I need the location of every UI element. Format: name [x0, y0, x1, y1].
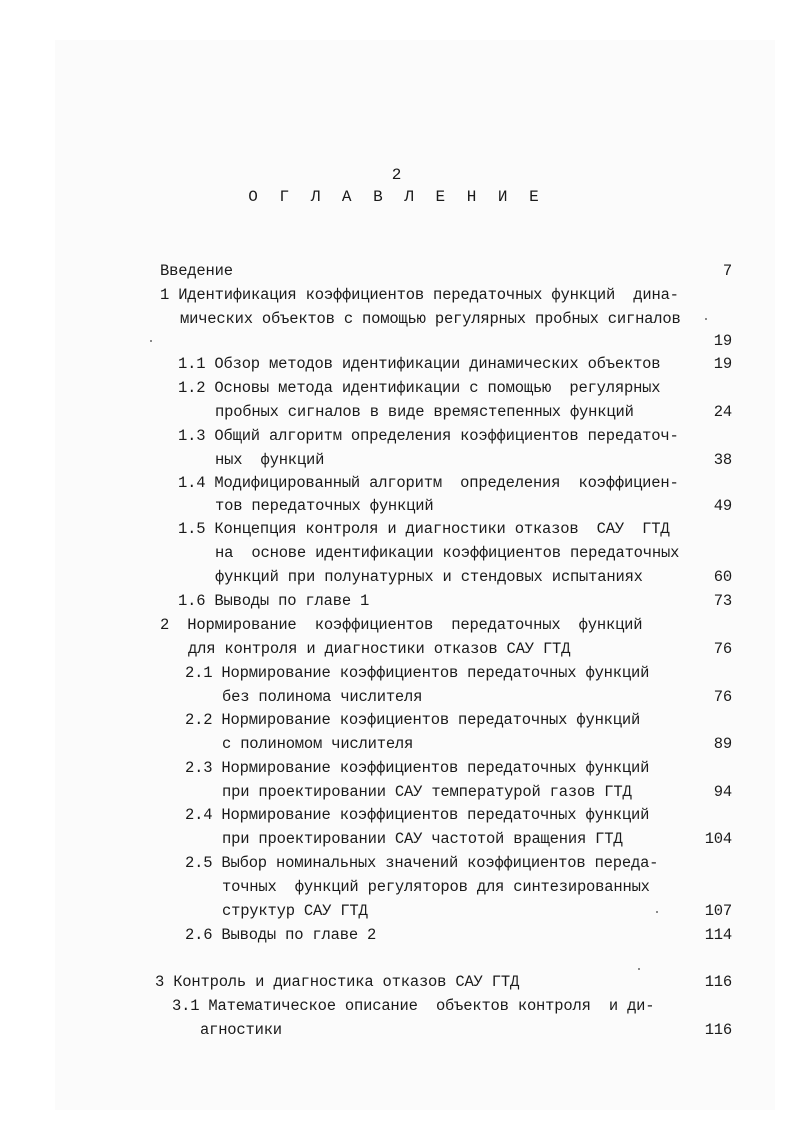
- toc-page-1-1: 19: [713, 355, 732, 373]
- scan-speck: [638, 968, 640, 970]
- toc-entry-1-5-cont-2: функций при полунатурных и стендовых испытаниях: [215, 568, 643, 586]
- toc-page-1-3: 38: [713, 451, 732, 469]
- toc-entry-2-6: 2.6 Выводы по главе 2: [185, 926, 377, 944]
- toc-entry-1-5: 1.5 Концепция контроля и диагностики отказов САУ ГТД: [178, 520, 670, 538]
- toc-entry-chapter-2-cont: для контроля и диагностики отказов САУ ГТД: [188, 640, 571, 658]
- toc-entry-1-6: 1.6 Выводы по главе 1: [178, 592, 370, 610]
- toc-entry-1-3-cont: ных функций: [215, 451, 325, 469]
- toc-page-1-4: 49: [713, 497, 732, 515]
- toc-entry-2-5-cont-2: структур САУ ГТД: [222, 902, 368, 920]
- toc-entry-1-4: 1.4 Модифицированный алгоритм определения коэффициен-: [178, 474, 679, 492]
- toc-page-2-5: 107: [704, 902, 732, 920]
- toc-page-chapter-1: 19: [713, 332, 732, 350]
- toc-page-2-6: 114: [704, 926, 732, 944]
- toc-entry-1-5-cont: на основе идентификации коэффициентов передаточных: [215, 544, 680, 562]
- toc-page-2-1: 76: [713, 688, 732, 706]
- scan-speck: [656, 911, 658, 913]
- toc-entry-chapter-1: 1 Идентификация коэффициентов передаточных функций дина-: [160, 286, 679, 304]
- toc-entry-2-3-cont: при проектировании САУ температурой газов ГТД: [222, 783, 632, 801]
- scan-speck: [705, 318, 707, 320]
- toc-entry-1-2: 1.2 Основы метода идентификации с помощью регулярных: [178, 379, 661, 397]
- toc-entry-chapter-1-cont: мических объектов с помощью регулярных пробных сигналов: [180, 310, 681, 328]
- toc-entry-1-3: 1.3 Общий алгоритм определения коэффициентов передаточ-: [178, 427, 679, 445]
- toc-entry-chapter-3: 3 Контроль и диагностика отказов САУ ГТД: [155, 973, 520, 991]
- toc-page-1-2: 24: [713, 403, 732, 421]
- toc-page-2-3: 94: [713, 783, 732, 801]
- page-title: О Г Л А В Л Е Н И Е: [248, 188, 545, 206]
- toc-page-chapter-2: 76: [713, 640, 732, 658]
- toc-entry-2-5-cont: точных функций регуляторов для синтезированных: [222, 878, 650, 896]
- toc-entry-2-5: 2.5 Выбор номинальных значений коэффициентов переда-: [185, 854, 659, 872]
- toc-entry-3-1-cont: агностики: [200, 1021, 282, 1039]
- toc-page-2-2: 89: [713, 735, 732, 753]
- toc-entry-2-3: 2.3 Нормирование коэффициентов передаточных функций: [185, 759, 650, 777]
- toc-entry-1-1: 1.1 Обзор методов идентификации динамических объектов: [178, 355, 661, 373]
- toc-entry-1-2-cont: пробных сигналов в виде времястепенных функций: [215, 403, 634, 421]
- toc-entry-1-4-cont: тов передаточных функций: [215, 497, 434, 515]
- toc-entry-chapter-2: 2 Нормирование коэффициентов передаточных функций: [160, 616, 643, 634]
- toc-page-2-4: 104: [704, 830, 732, 848]
- toc-entry-2-4: 2.4 Нормирование коэффициентов передаточных функций: [185, 806, 650, 824]
- toc-entry-intro: Введение: [160, 262, 233, 280]
- toc-page-chapter-3: 116: [704, 973, 732, 991]
- toc-page-1-5: 60: [713, 568, 732, 586]
- toc-entry-2-2: 2.2 Нормирование коэфициентов передаточных функций: [185, 711, 641, 729]
- toc-entry-2-1-cont: без полинома числителя: [222, 688, 423, 706]
- toc-page-1-6: 73: [713, 592, 732, 610]
- toc-entry-2-4-cont: при проектировании САУ частотой вращения ГТД: [222, 830, 623, 848]
- toc-entry-2-2-cont: с полиномом числителя: [222, 735, 414, 753]
- toc-page-intro: 7: [722, 262, 732, 280]
- toc-entry-2-1: 2.1 Нормирование коэффициентов передаточных функций: [185, 664, 650, 682]
- toc-entry-3-1: 3.1 Математическое описание объектов контроля и ди-: [172, 997, 655, 1015]
- page-number: 2: [391, 166, 402, 184]
- toc-page-3-1: 116: [704, 1021, 732, 1039]
- scan-speck: [150, 340, 152, 342]
